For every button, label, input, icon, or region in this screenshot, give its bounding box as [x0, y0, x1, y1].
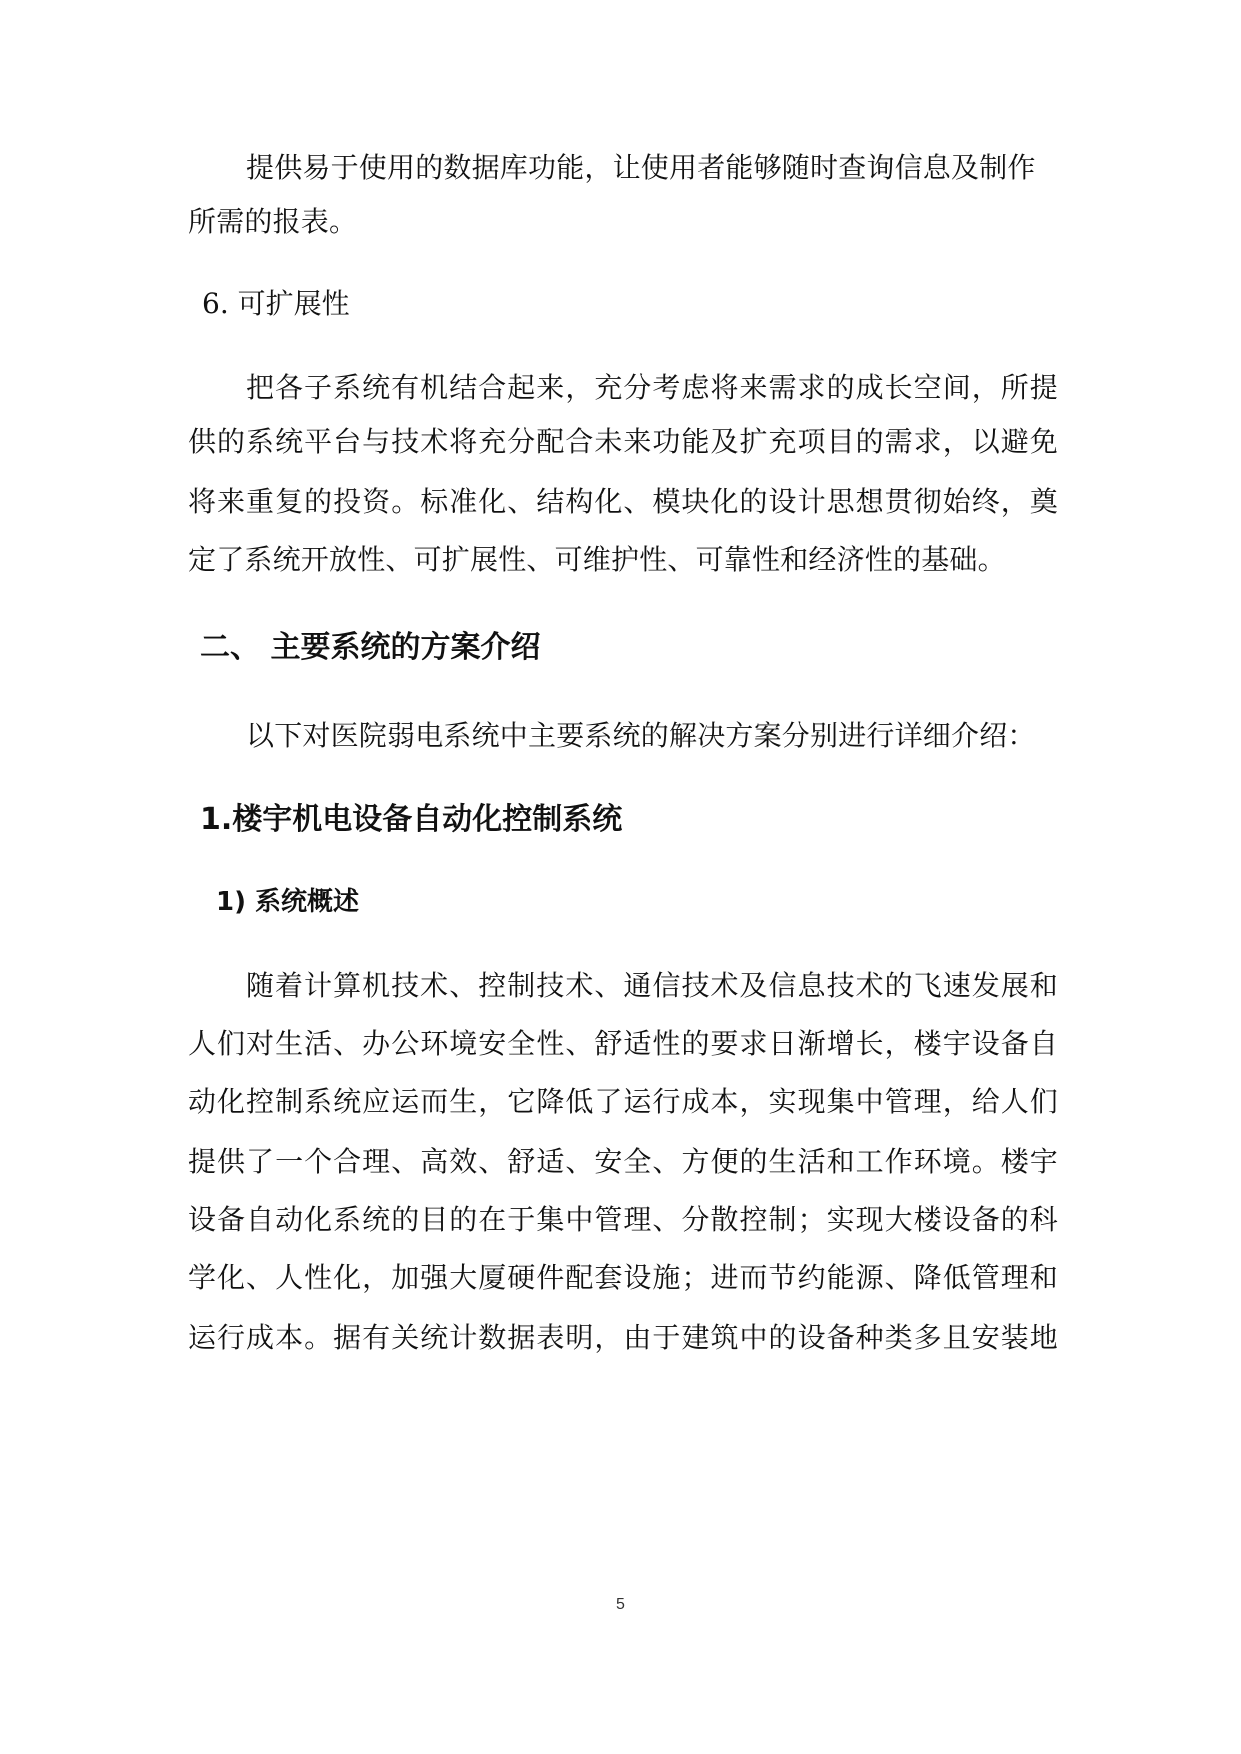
section-heading: 二、 主要系统的方案介绍	[200, 630, 541, 665]
paragraph-line: 设备自动化系统的目的在于集中管理、分散控制；实现大楼设备的科	[188, 1203, 1058, 1236]
minor-heading-overview: 1) 系统概述	[216, 887, 360, 917]
paragraph-line: 将来重复的投资。标准化、结构化、模块化的设计思想贯彻始终，奠	[188, 485, 1058, 518]
subsection-heading: 1.楼宇机电设备自动化控制系统	[200, 802, 623, 837]
paragraph-line: 供的系统平台与技术将充分配合未来功能及扩充项目的需求，以避免	[188, 425, 1058, 458]
paragraph-line: 把各子系统有机结合起来，充分考虑将来需求的成长空间，所提	[246, 371, 1058, 404]
paragraph-line: 运行成本。据有关统计数据表明，由于建筑中的设备种类多且安装地	[188, 1321, 1058, 1354]
paragraph-line: 提供了一个合理、高效、舒适、安全、方便的生活和工作环境。楼宇	[188, 1145, 1058, 1178]
paragraph-line: 人们对生活、办公环境安全性、舒适性的要求日渐增长，楼宇设备自	[188, 1027, 1058, 1060]
paragraph-line: 所需的报表。	[188, 205, 358, 238]
item-heading-scalability: 6. 可扩展性	[202, 287, 350, 320]
page-number: 5	[616, 1596, 625, 1613]
paragraph-line: 提供易于使用的数据库功能，让使用者能够随时查询信息及制作	[246, 151, 1036, 184]
paragraph-line: 动化控制系统应运而生，它降低了运行成本，实现集中管理，给人们	[188, 1085, 1058, 1118]
paragraph-line: 学化、人性化，加强大厦硬件配套设施；进而节约能源、降低管理和	[188, 1261, 1058, 1294]
paragraph-line: 随着计算机技术、控制技术、通信技术及信息技术的飞速发展和	[246, 969, 1058, 1002]
paragraph-line: 定了系统开放性、可扩展性、可维护性、可靠性和经济性的基础。	[188, 543, 1006, 576]
paragraph-line: 以下对医院弱电系统中主要系统的解决方案分别进行详细介绍：	[246, 719, 1036, 752]
